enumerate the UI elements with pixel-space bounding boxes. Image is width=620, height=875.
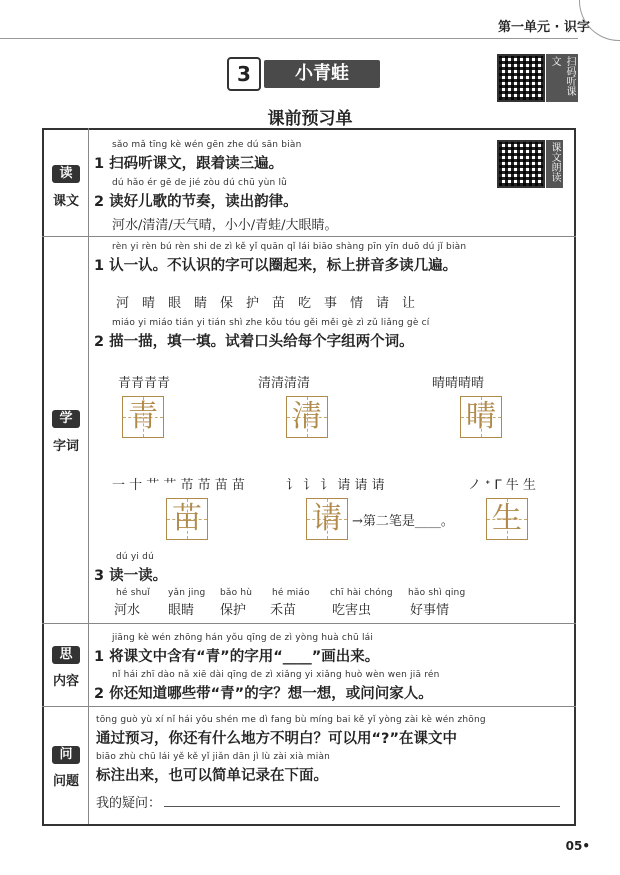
char-grid-sheng[interactable]: 生: [486, 498, 528, 540]
pinyin-line: miáo yi miáo tián yi tián shì zhe kǒu tóu gěi měi gè zì zǔ liǎng gè cí: [112, 318, 430, 328]
word-pinyin: yǎn jing: [168, 588, 206, 598]
word-pinyin: bǎo hù: [220, 588, 253, 598]
char-grid-miao[interactable]: 苗: [166, 498, 208, 540]
row-divider: [42, 623, 576, 624]
char-grid-qing3[interactable]: 晴: [460, 396, 502, 438]
vocab-word: 河水: [114, 603, 141, 618]
lesson-number: 3: [227, 57, 261, 91]
ask-instruction-2: 标注出来，也可以简单记录在下面。: [96, 768, 328, 784]
header-divider: [0, 38, 578, 39]
qr-label-reading: 课文朗读: [546, 140, 563, 188]
stroke-order-sheng: ノ ᐩ ᒥ 牛 生: [468, 478, 536, 493]
pinyin-line: dú yi dú: [116, 552, 154, 562]
vocab-word: 眼睛: [168, 603, 195, 618]
pinyin-line: sǎo mǎ tīng kè wén gēn zhe dú sān biàn: [112, 140, 302, 150]
column-divider: [88, 128, 89, 824]
pinyin-line: biāo zhù chū lái yě kě yǐ jiǎn dān jì lù zài xià miàn: [96, 752, 331, 762]
read-instruction-2: 2 读好儿歌的节奏，读出韵律。: [94, 194, 298, 210]
qr-code-top[interactable]: [497, 54, 545, 102]
vocab-word: 保护: [220, 603, 247, 618]
section-badge-think: 思: [52, 646, 80, 664]
pinyin-line: dú hǎo ér gē de jié zòu dú chū yùn lǜ: [112, 178, 288, 188]
think-instruction-1: 1 将课文中含有“青”的字用“____”画出来。: [94, 649, 380, 665]
pinyin-line: jiāng kè wén zhōng hán yǒu qīng de zì yòng huà chū lái: [112, 633, 374, 643]
learn-instruction-1: 1 认一认。不认识的字可以圈起来，标上拼音多读几遍。: [94, 258, 458, 274]
section-label-read: 课文: [52, 194, 79, 209]
vocab-characters: 河晴眼睛保护苗吃事情请让: [116, 296, 429, 311]
page-number: 05•: [565, 839, 590, 853]
unit-label: 第一单元 · 识字: [498, 20, 590, 35]
question-label: 我的疑问：: [96, 796, 162, 811]
stroke-order-qing3: 晴晴晴晴: [432, 376, 485, 391]
learn-instruction-3: 3 读一读。: [94, 568, 168, 584]
qr-label-top: 扫码听课文: [546, 54, 578, 102]
section-badge-ask: 问: [52, 746, 80, 764]
vocab-word: 吃害虫: [332, 603, 372, 618]
word-pinyin: chī hài chóng: [330, 588, 393, 598]
section-label-learn: 字词: [52, 439, 79, 454]
stroke-order-qing4: 讠 讠 讠 请 请 请: [286, 478, 385, 493]
section-badge-learn: 学: [52, 410, 80, 428]
question-answer-line[interactable]: [164, 806, 560, 807]
pinyin-line: tōng guò yù xí nǐ hái yǒu shén me dì fang bù míng bai kě yǐ yòng zài kè wén zhōng: [96, 715, 486, 725]
vocab-word: 好事情: [410, 603, 450, 618]
row-divider: [42, 706, 576, 707]
section-label-think: 内容: [52, 674, 79, 689]
char-grid-qing[interactable]: 青: [122, 396, 164, 438]
word-pinyin: hé miáo: [272, 588, 310, 598]
vocab-word: 禾苗: [270, 603, 297, 618]
lesson-title: 小青蛙: [264, 60, 380, 88]
section-label-ask: 问题: [52, 774, 79, 789]
think-instruction-2: 2 你还知道哪些带“青”的字？想一想，或问问家人。: [94, 686, 433, 702]
stroke-question: →第二笔是____。: [352, 514, 454, 529]
char-grid-qing2[interactable]: 清: [286, 396, 328, 438]
learn-instruction-2: 2 描一描，填一填。试着口头给每个字组两个词。: [94, 334, 414, 350]
stroke-order-miao: 一 十 艹 艹 芇 芇 苗 苗: [112, 478, 245, 493]
pinyin-line: rèn yi rèn bú rèn shi de zì kě yǐ quān qǐ lái biāo shàng pīn yīn duō dú jǐ biàn: [112, 242, 467, 252]
section-badge-read: 读: [52, 165, 80, 183]
word-pinyin: hǎo shì qing: [408, 588, 466, 598]
row-divider: [42, 236, 576, 237]
char-grid-qing4[interactable]: 请: [306, 498, 348, 540]
stroke-order-qing2: 清清清清: [258, 376, 311, 391]
rhythm-marks: 河水/清清/天气晴，小小/青蛙/大眼睛。: [112, 218, 338, 233]
read-instruction-1: 1 扫码听课文，跟着读三遍。: [94, 156, 284, 172]
ask-instruction-1: 通过预习，你还有什么地方不明白？可以用“?”在课文中: [96, 731, 457, 747]
stroke-order-qing: 青青青青: [118, 376, 171, 391]
word-pinyin: hé shuǐ: [116, 588, 151, 598]
page-title: 课前预习单: [267, 109, 353, 129]
qr-code-reading[interactable]: [497, 140, 545, 188]
pinyin-line: nǐ hái zhī dào nǎ xiē dài qīng de zì xiǎng yi xiǎng huò wèn wen jiā rén: [112, 670, 440, 680]
